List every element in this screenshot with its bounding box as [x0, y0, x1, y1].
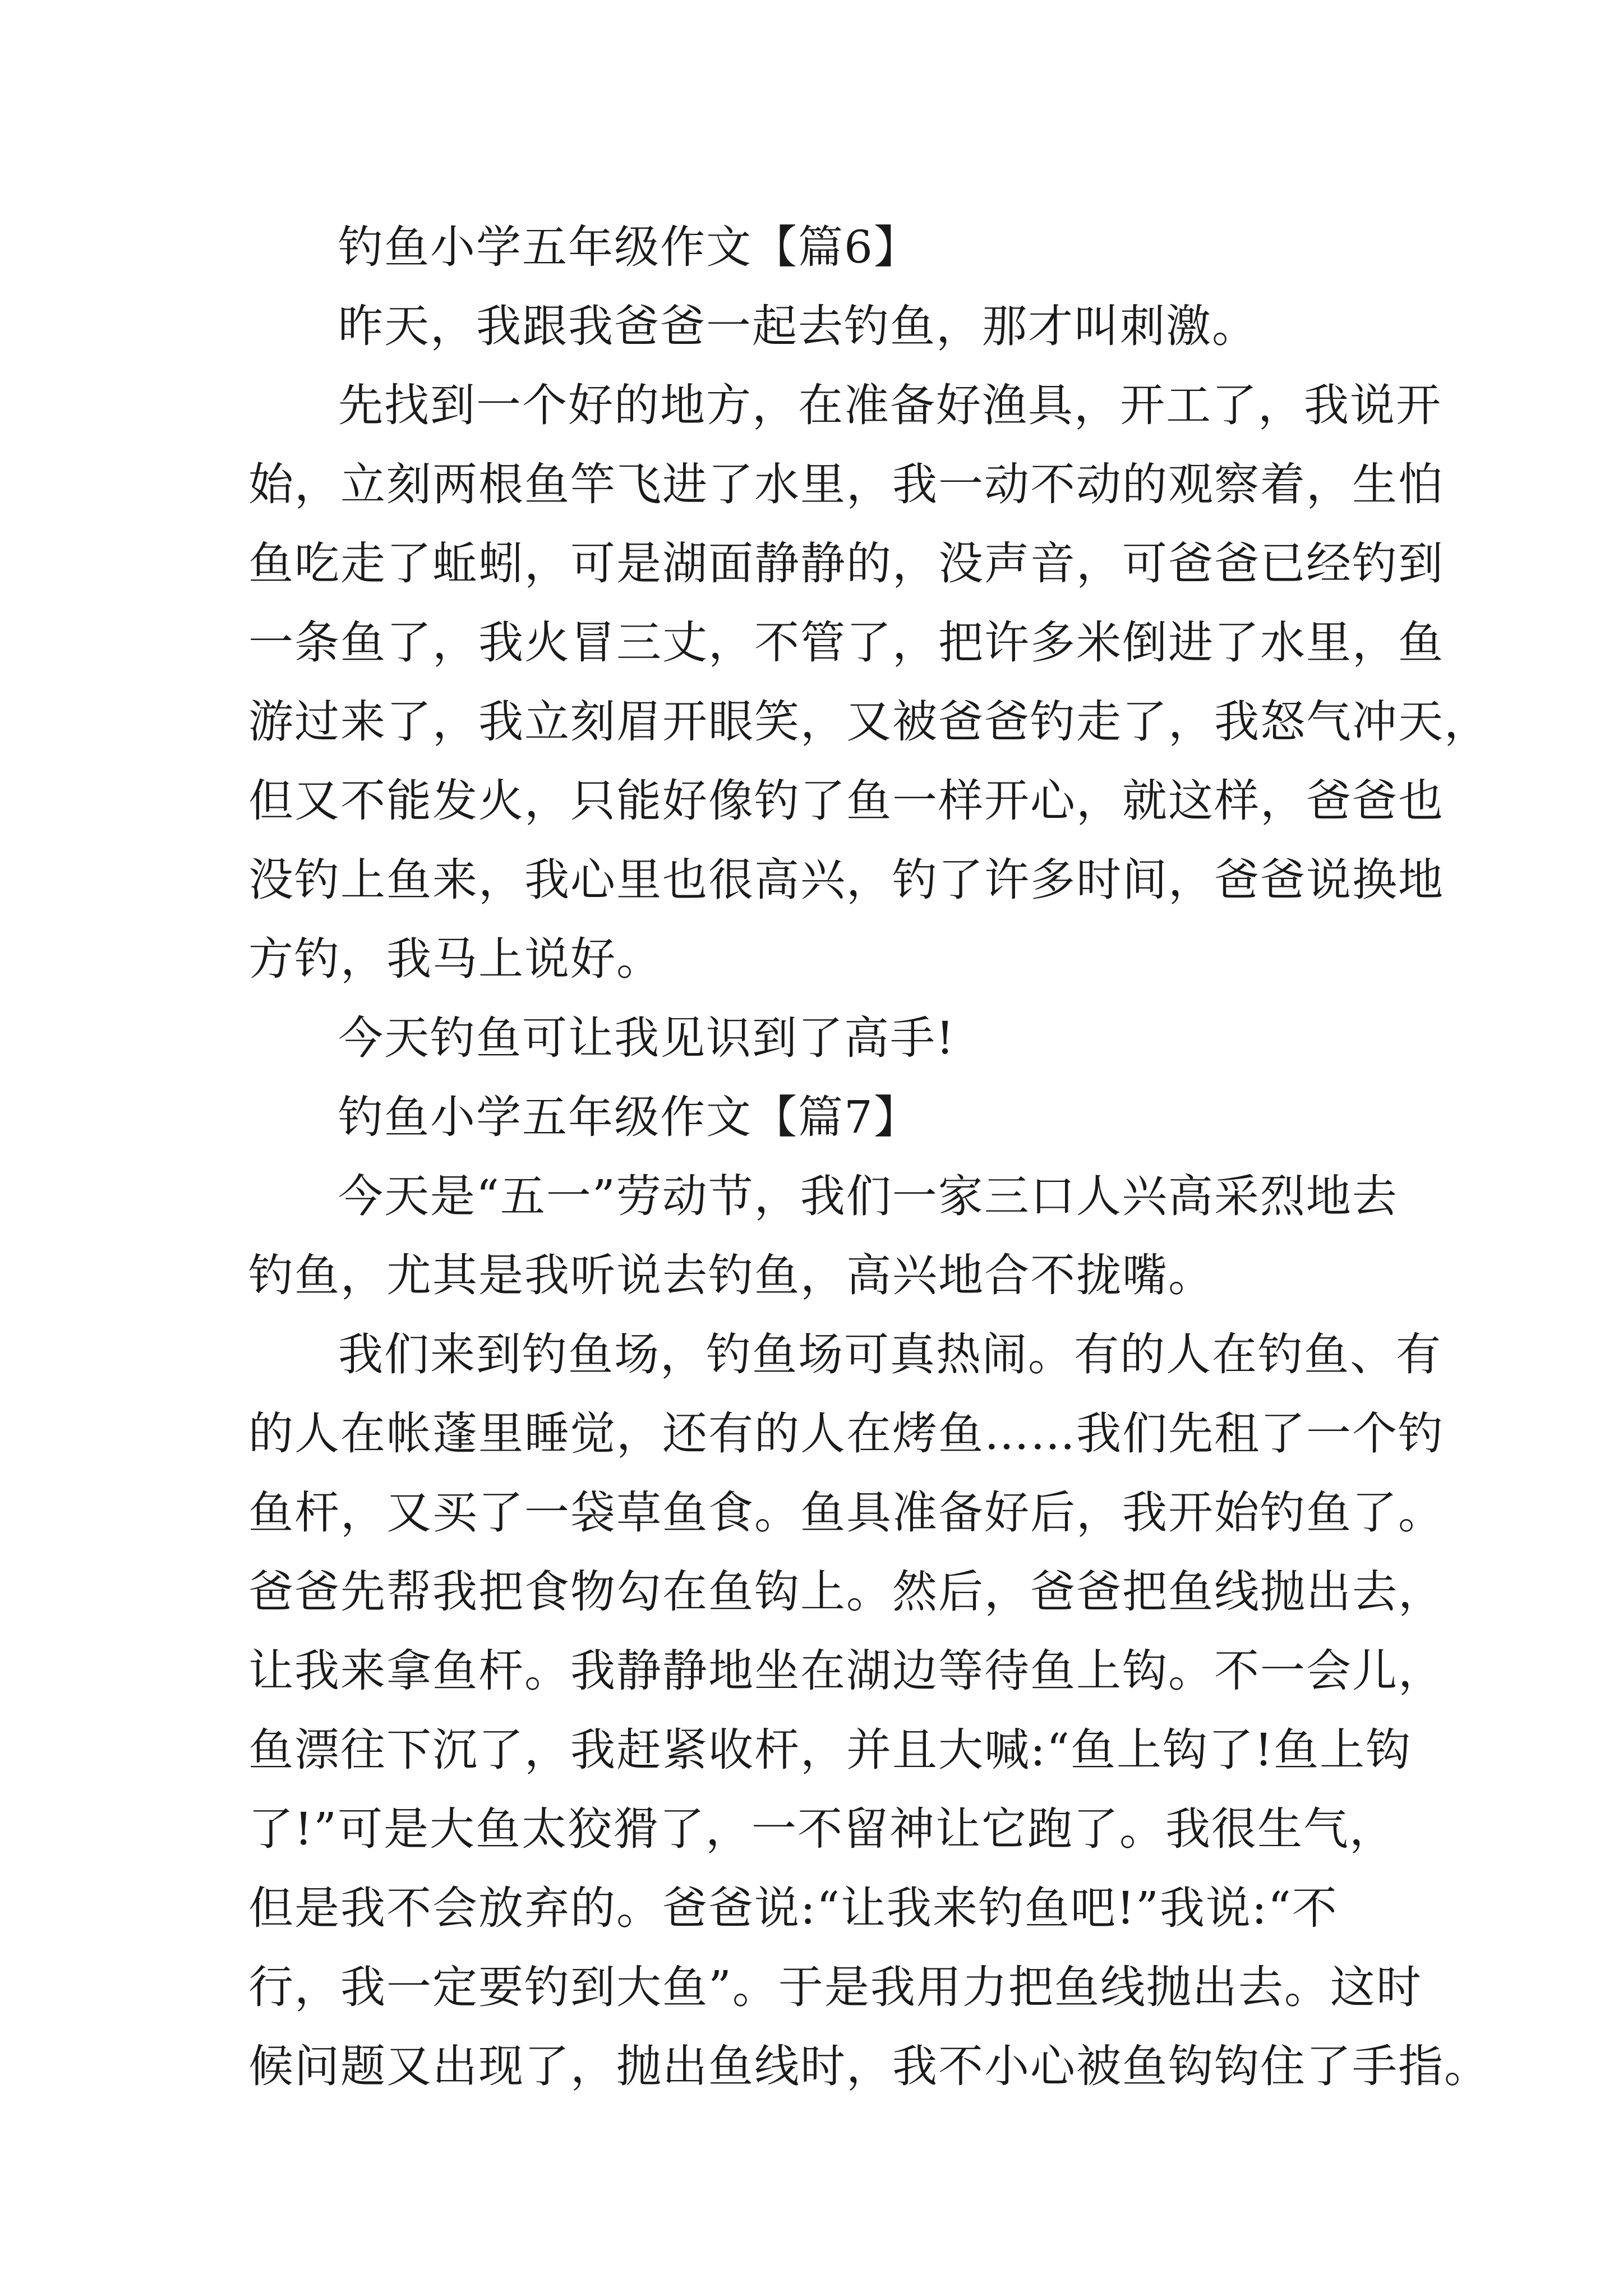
text-line: 钓鱼，尤其是我听说去钓鱼，高兴地合不拢嘴。	[248, 1249, 1214, 1301]
text-line: 行，我一定要钓到大鱼”。于是我用力把鱼线抛出去。这时	[248, 1961, 1422, 2013]
text-line: 的人在帐蓬里睡觉，还有的人在烤鱼……我们先租了一个钓	[248, 1407, 1444, 1460]
text-line: 但是我不会放弃的。爸爸说:“让我来钓鱼吧!”我说:“不	[248, 1882, 1338, 1934]
text-line: 方钓，我马上说好。	[248, 933, 662, 985]
essay-heading-7: 钓鱼小学五年级作文【篇7】	[338, 1091, 920, 1143]
text-line: 候问题又出现了，抛出鱼线时，我不小心被鱼钩钩住了手指。	[248, 2040, 1490, 2092]
text-line: 我们来到钓鱼场，钓鱼场可真热闹。有的人在钓鱼、有	[338, 1328, 1442, 1381]
text-line: 今天是“五一”劳动节，我们一家三口人兴高采烈地去	[338, 1170, 1398, 1222]
text-line: 了!”可是大鱼太狡猾了，一不留神让它跑了。我很生气，	[248, 1803, 1396, 1855]
text-line: 没钓上鱼来，我心里也很高兴，钓了许多时间，爸爸说换地	[248, 854, 1444, 906]
text-line: 昨天，我跟我爸爸一起去钓鱼，那才叫刺激。	[338, 300, 1258, 352]
text-line: 爸爸先帮我把食物勾在鱼钩上。然后，爸爸把鱼线抛出去，	[248, 1566, 1444, 1618]
text-line: 让我来拿鱼杆。我静静地坐在湖边等待鱼上钩。不一会儿，	[248, 1645, 1444, 1697]
text-line: 始，立刻两根鱼竿飞进了水里，我一动不动的观察着，生怕	[248, 458, 1444, 510]
text-line: 一条鱼了，我火冒三丈，不管了，把许多米倒进了水里，鱼	[248, 616, 1444, 669]
text-line: 游过来了，我立刻眉开眼笑，又被爸爸钓走了，我怒气冲天，	[248, 696, 1490, 748]
essay-heading-6: 钓鱼小学五年级作文【篇6】	[338, 221, 920, 273]
text-line: 鱼漂往下沉了，我赶紧收杆，并且大喊:“鱼上钩了!鱼上钩	[248, 1724, 1412, 1776]
text-line: 鱼吃走了蚯蚓，可是湖面静静的，没声音，可爸爸已经钓到	[248, 537, 1444, 590]
text-line: 先找到一个好的地方，在准备好渔具，开工了，我说开	[338, 379, 1442, 431]
text-line: 今天钓鱼可让我见识到了高手!	[338, 1012, 956, 1064]
essay-body	[248, 208, 1490, 2106]
text-line: 但又不能发火，只能好像钓了鱼一样开心，就这样，爸爸也	[248, 775, 1444, 827]
text-line: 鱼杆，又买了一袋草鱼食。鱼具准备好后，我开始钓鱼了。	[248, 1487, 1444, 1539]
